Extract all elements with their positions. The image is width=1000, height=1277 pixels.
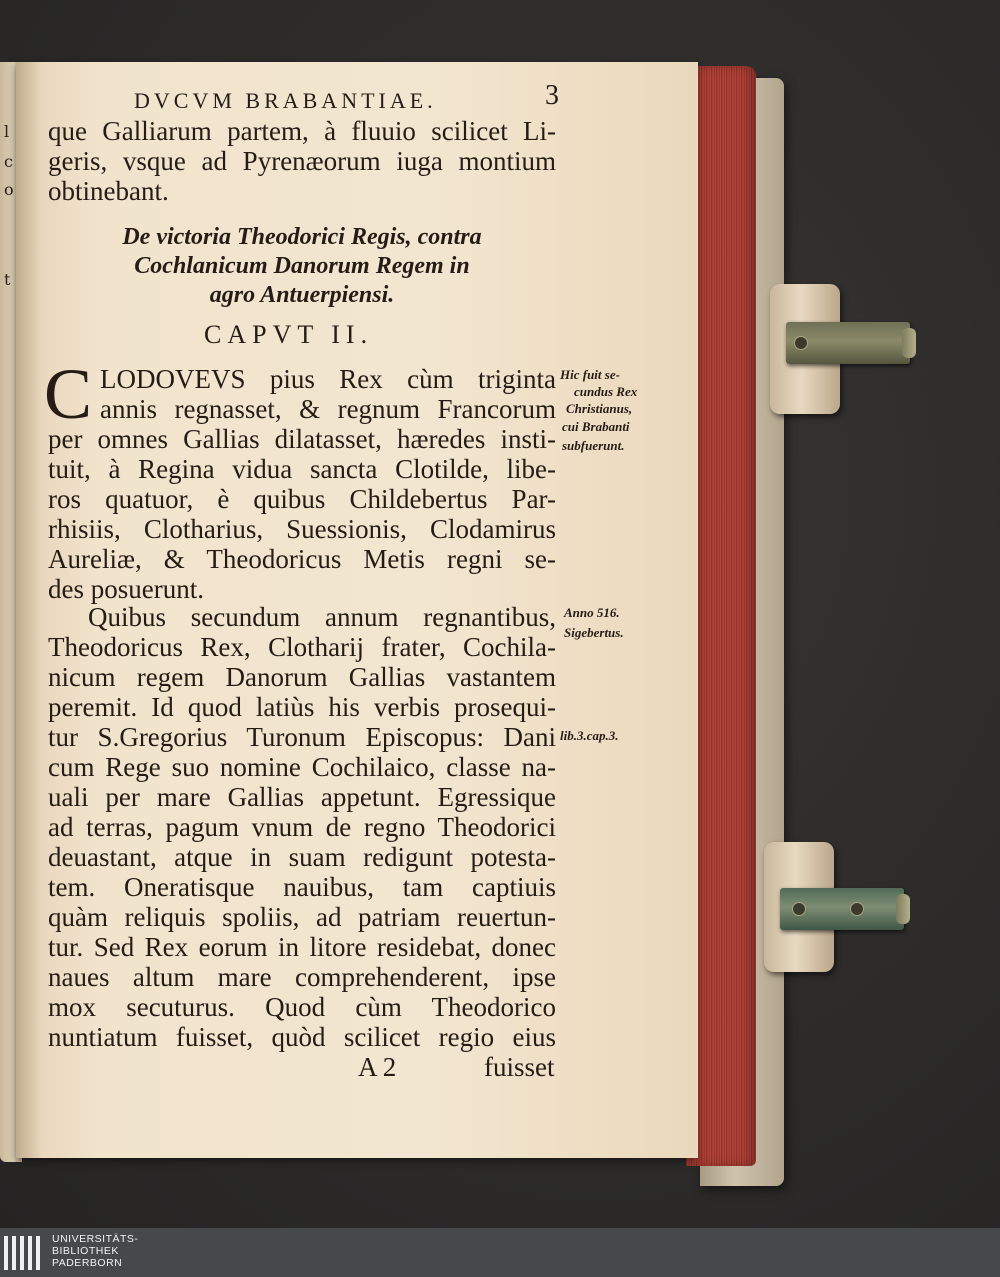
text-line: nicum regem Danorum Gallias vastantem [48,662,556,692]
left-page-mark: l [4,122,10,141]
marginal-note: cui Brabanti [562,419,630,434]
clasp-lower [764,842,834,972]
left-page-mark: t [4,270,11,289]
section-heading: agro Antuerpiensi. [209,282,395,308]
clasp-metal-plate [786,322,910,364]
marginal-note: lib.3.cap.3. [560,728,619,743]
text-line: per omnes Gallias dilatasset, hæredes insti- [48,424,556,454]
library-logo-icon [4,1236,44,1270]
library-name-line: UNIVERSITÄTS- [52,1233,139,1245]
rivet-icon [792,902,806,916]
text-line: tem. Oneratisque nauibus, tam captiuis [48,872,556,902]
text-line: uali per mare Gallias appetunt. Egressique [48,782,556,812]
text-line: naues altum mare comprehenderent, ipse [48,962,556,992]
text-line: ad terras, pagum vnum de regno Theodorici [48,812,556,842]
text-line: Aureliæ, & Theodoricus Metis regni se- [48,544,556,574]
clasp-metal-plate [780,888,904,930]
text-line: annis regnasset, & regnum Francorum [100,394,556,424]
marginal-note: Christianus, [566,401,633,416]
text-line: obtinebant. [48,176,169,206]
running-head: DVCVM BRABANTIAE. [134,88,437,113]
text-line: LODOVEVS pius Rex cùm triginta [100,364,556,394]
text-line: deuastant, atque in suam redigunt potesta- [48,842,556,872]
text-line: Theodoricus Rex, Clotharij frater, Cochila- [48,632,556,662]
hinge-icon [896,894,910,924]
text-line: que Galliarum partem, à fluuio scilicet Li- [48,116,556,146]
text-line: tur S.Gregorius Turonum Episcopus: Dani [48,722,556,752]
rivet-icon [850,902,864,916]
text-line: rhisiis, Clotharius, Suessionis, Clodamirus [48,514,556,544]
left-page-mark: o [4,180,14,199]
clasp-upper [770,284,840,414]
text-line: peremit. Id quod latiùs his verbis prosequi- [48,692,556,722]
marginal-note: Sigebertus. [564,625,624,640]
text-line: tur. Sed Rex eorum in litore residebat, donec [48,932,556,962]
drop-cap: C [44,354,93,434]
rivet-icon [794,336,808,350]
library-name [52,1233,138,1269]
hinge-icon [902,328,916,358]
text-line: tuit, à Regina vidua sancta Clotilde, libe- [48,454,556,484]
library-name-line: BIBLIOTHEK [52,1245,119,1257]
text-line: mox secuturus. Quod cùm Theodorico [48,992,556,1022]
text-line: geris, vsque ad Pyrenæorum iuga montium [48,146,556,176]
text-line: nuntiatum fuisset, quòd scilicet regio eius [48,1022,556,1052]
footer-bar [0,1228,1000,1277]
marginal-note: Hic fuit se- [560,367,620,382]
text-line: Quibus secundum annum regnantibus, [88,602,556,632]
text-line: des posuerunt. [48,574,204,604]
marginal-note: subfuerunt. [562,438,625,453]
text-line: cum Rege suo nomine Cochilaico, classe na- [48,752,556,782]
section-heading: De victoria Theodorici Regis, contra [122,224,482,250]
catchword: fuisset [484,1052,555,1082]
page-number: 3 [545,80,559,111]
marginal-note: cundus Rex [574,384,638,399]
signature-mark: A 2 [358,1052,397,1082]
section-heading: Cochlanicum Danorum Regem in [134,253,470,279]
left-page-mark: c [4,152,13,171]
text-line: ros quatuor, è quibus Childebertus Par- [48,484,556,514]
library-name-line: PADERBORN [52,1257,123,1269]
chapter-title: CAPVT II. [204,320,374,349]
text-line: quàm reliquis spoliis, ad patriam reuertun- [48,902,556,932]
marginal-note: Anno 516. [564,605,620,620]
